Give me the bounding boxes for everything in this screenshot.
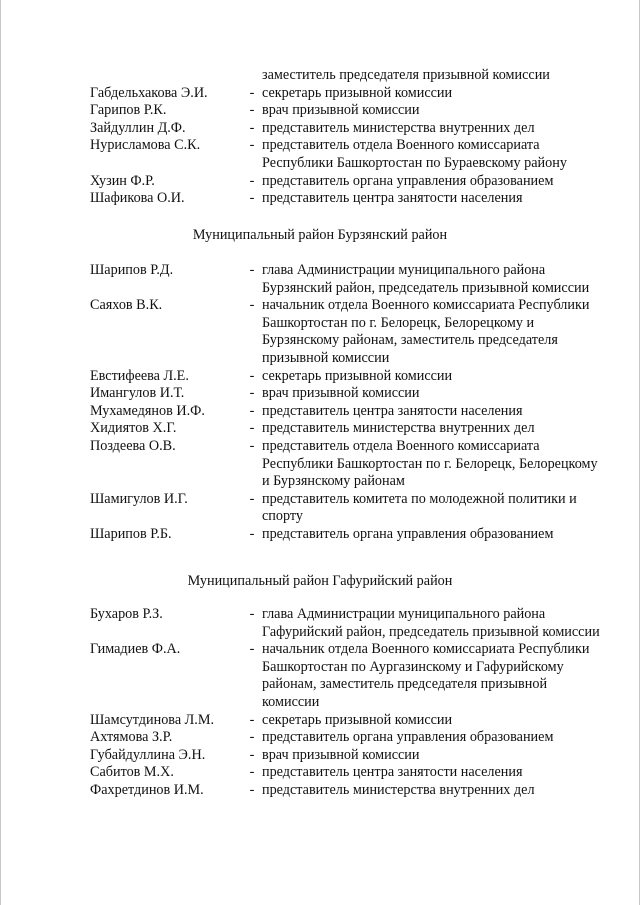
member-role: глава Администрации муниципального района Гафурийский район, председатель призывной комиссии (262, 606, 600, 640)
member-name: Поздеева О.В. (90, 437, 176, 454)
member-row (90, 403, 610, 421)
member-name: Ахтямова З.Р. (90, 729, 173, 746)
dash: - (249, 297, 255, 314)
role-continuation: заместитель председателя призывной комиссии (262, 67, 550, 83)
dash: - (249, 420, 255, 437)
member-role: представитель органа управления образованием (262, 525, 554, 542)
member-role: врач призывной комиссии (262, 385, 420, 402)
dash: - (249, 190, 255, 207)
member-name: Шарипов Р.Б. (90, 525, 172, 542)
member-row (90, 120, 610, 138)
member-name: Фахретдинов И.М. (90, 781, 204, 798)
member-role: врач призывной комиссии (262, 102, 420, 119)
member-role: секретарь призывной комиссии (262, 711, 453, 728)
section-heading-gafuriysky: Муниципальный район Гафурийский район (187, 573, 453, 589)
dash: - (249, 172, 255, 189)
member-name: Шамигулов И.Г. (90, 490, 188, 507)
member-role: представитель министерства внутренних дел (262, 119, 535, 136)
dash: - (249, 606, 255, 622)
dash: - (249, 525, 255, 542)
member-role: представитель министерства внутренних дел (262, 781, 535, 798)
member-name: Хузин Ф.Р. (90, 172, 155, 189)
member-row (90, 641, 610, 711)
member-name: Губайдуллина Э.Н. (90, 746, 206, 763)
members-list-gafuriysky (90, 606, 610, 800)
member-role: секретарь призывной комиссии (262, 367, 453, 384)
dash: - (249, 262, 255, 278)
member-name: Имангулов И.Т. (90, 385, 185, 402)
member-role: представитель центра занятости населения (262, 190, 523, 207)
member-row (90, 729, 610, 747)
member-name: Бухаров Р.З. (90, 606, 163, 622)
member-name: Евстифеева Л.Е. (90, 367, 189, 384)
member-role: представитель отдела Военного комиссариата Республики Башкортостан по г. Белорецк, Белорецкому и Бурзянскому районам (262, 437, 598, 490)
member-row (90, 137, 610, 172)
member-row (90, 368, 610, 386)
member-row (90, 102, 610, 120)
member-row (90, 782, 610, 800)
member-row (90, 262, 610, 297)
member-row (90, 526, 610, 544)
member-role: представитель органа управления образованием (262, 729, 554, 746)
dash: - (249, 385, 255, 402)
dash: - (249, 137, 255, 154)
member-row (90, 420, 610, 438)
members-list-previous-district (90, 67, 610, 208)
member-name: Гарипов Р.К. (90, 102, 167, 119)
member-row (90, 491, 610, 526)
member-name: Саяхов В.К. (90, 297, 163, 314)
dash: - (249, 764, 255, 781)
member-role: представитель комитета по молодежной политики и спорту (262, 490, 577, 525)
member-role: представитель центра занятости населения (262, 402, 523, 419)
member-name: Сабитов М.Х. (90, 764, 174, 781)
member-name: Шафикова О.И. (90, 190, 185, 207)
member-role: начальник отдела Военного комиссариата Республики Башкортостан по Аургазинскому и Гафурийскому районам, заместитель председателя призывной комиссии (262, 641, 590, 710)
dash: - (249, 84, 255, 101)
section-heading-burzyansky: Муниципальный район Бурзянский район (192, 227, 448, 243)
member-row (90, 297, 610, 367)
dash: - (249, 437, 255, 454)
member-row (90, 764, 610, 782)
member-name: Габдельхакова Э.И. (90, 84, 208, 101)
member-row (90, 190, 610, 208)
member-row (90, 606, 610, 641)
member-row (90, 85, 610, 103)
member-name: Мухамедянов И.Ф. (90, 402, 205, 419)
member-name: Зайдуллин Д.Ф. (90, 119, 186, 136)
members-list-burzyansky (90, 262, 610, 544)
member-row (90, 173, 610, 191)
member-role: секретарь призывной комиссии (262, 84, 453, 101)
dash: - (249, 781, 255, 798)
member-role: представитель органа управления образованием (262, 172, 554, 189)
member-name: Нурисламова С.К. (90, 137, 201, 154)
dash: - (249, 367, 255, 384)
dash: - (249, 641, 255, 658)
member-row (90, 712, 610, 730)
member-name: Хидиятов Х.Г. (90, 420, 177, 437)
member-role: глава Администрации муниципального района Бурзянский район, председатель призывной комиссии (262, 262, 590, 296)
member-role: представитель центра занятости населения (262, 764, 523, 781)
dash: - (249, 746, 255, 763)
member-row (90, 385, 610, 403)
member-role: врач призывной комиссии (262, 746, 420, 763)
dash: - (249, 711, 255, 728)
member-name: Шамсутдинова Л.М. (90, 711, 214, 728)
member-row (90, 438, 610, 491)
member-role: представитель министерства внутренних дел (262, 420, 535, 437)
dash: - (249, 119, 255, 136)
member-name: Гимадиев Ф.А. (90, 641, 181, 658)
member-name: Шарипов Р.Д. (90, 262, 174, 278)
dash: - (249, 102, 255, 119)
dash: - (249, 402, 255, 419)
dash: - (249, 729, 255, 746)
member-row (90, 747, 610, 765)
member-role: начальник отдела Военного комиссариата Республики Башкортостан по г. Белорецк, Белорецкому и Бурзянскому районам, заместитель председателя призывной комиссии (262, 297, 590, 366)
dash: - (249, 490, 255, 507)
scan-edge-left (0, 0, 1, 905)
member-role: представитель отдела Военного комиссариата Республики Башкортостан по Бураевскому району (262, 137, 567, 171)
